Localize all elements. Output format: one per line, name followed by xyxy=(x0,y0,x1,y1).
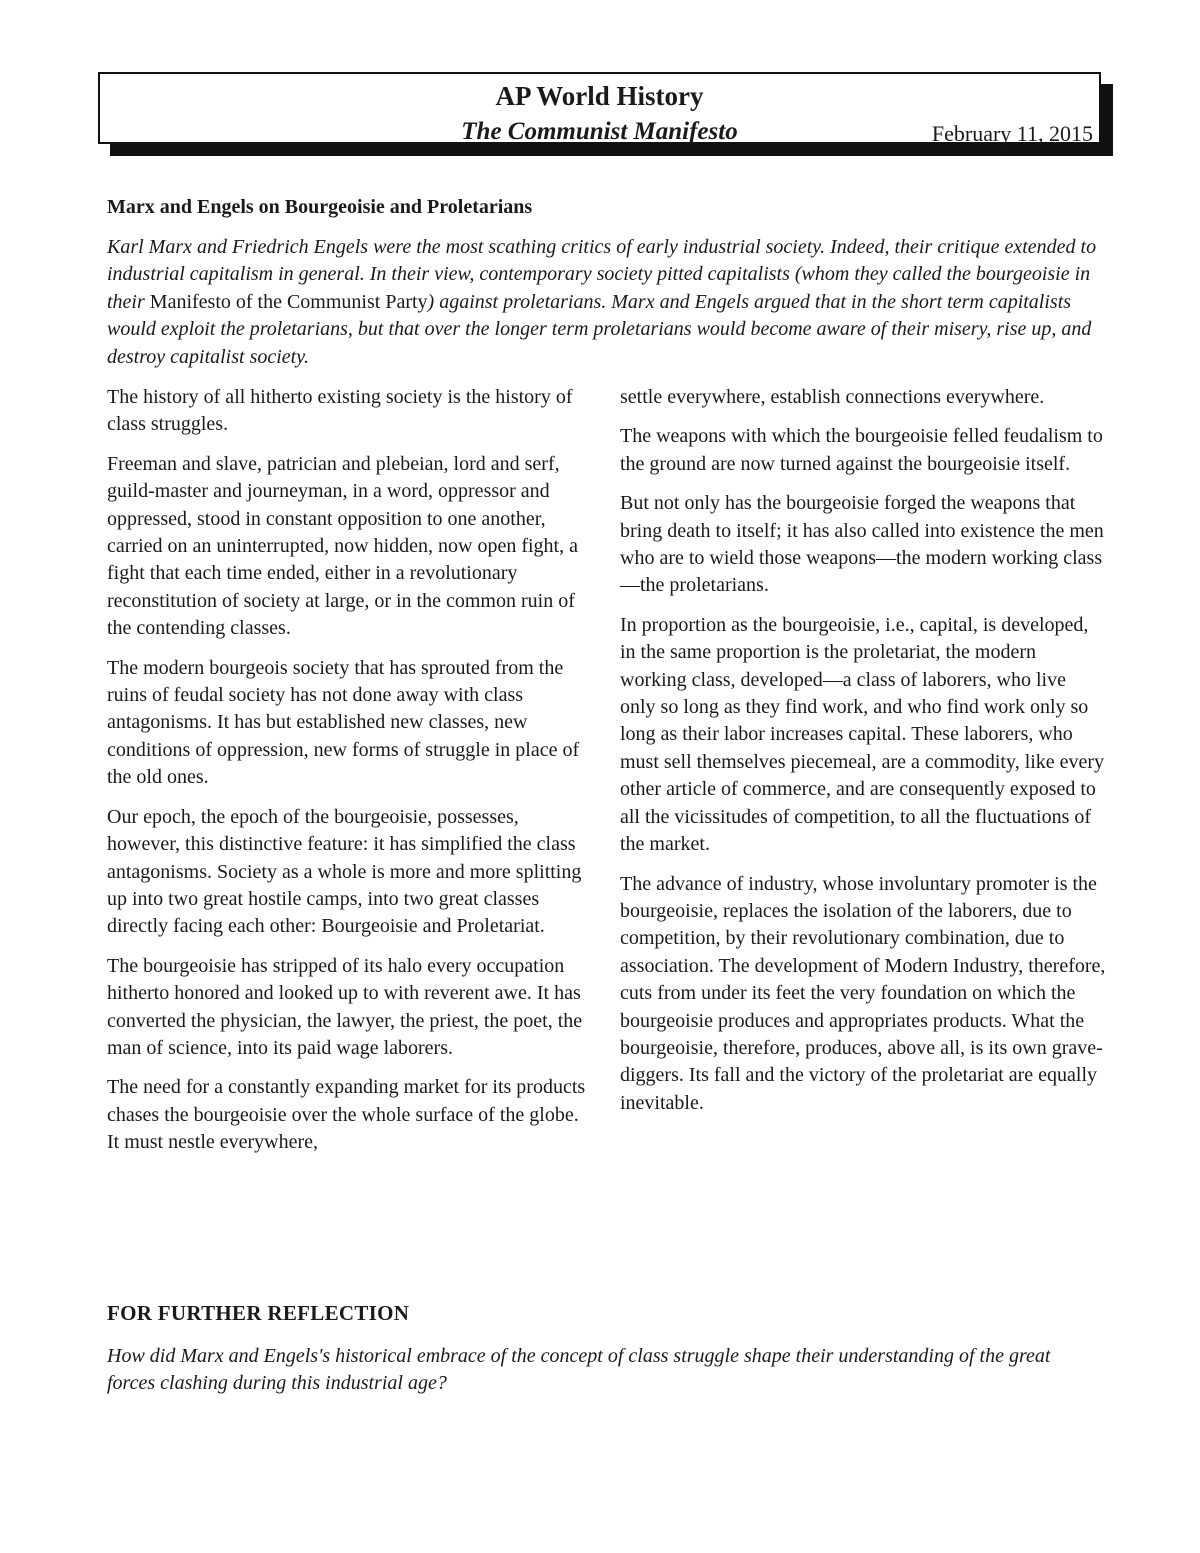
left-paragraph-4: Our epoch, the epoch of the bourgeoisie, possesses, however, this distinctive feature: it has simplified the class antagonisms. Society as a whole is more and more splitting up into two great hostile camps, into two great classes directly facing each other: Bourgeoisie and Proletariat. xyxy=(107,805,582,938)
right-paragraph-4: In proportion as the bourgeoisie, i.e., capital, is developed, in the same proportion is the proletariat, the modern working class, developed—a class of laborers, who live only so long as they find work, and who find work only so long as their labor increases capital. These laborers, who must sell themselves piecemeal, are a commodity, like every other article of commerce, and are consequently exposed to all the vicissitudes of competition, to all the fluctuations of the market. xyxy=(620,613,1105,856)
document-header xyxy=(98,72,1101,144)
document-date: February 11, 2015 xyxy=(931,121,1093,146)
intro-text-1: Karl Marx and Friedrich Engels were the most scathing critics of early industrial society. Indeed, their critique extended to industrial capitalism in general. In their view, contemporary society pitted capitalists (whom they called the bourgeoisie in their xyxy=(107,236,1097,313)
intro-work-title: Manifesto of the Communist Party xyxy=(149,290,428,313)
right-column xyxy=(620,384,1106,1129)
right-paragraph-5: The advance of industry, whose involuntary promoter is the bourgeoisie, replaces the isolation of the laborers, due to competition, by their revolutionary combination, due to association. The development of Modern Industry, therefore, cuts from under its feet the very foundation on which the bourgeoisie produces and appropriates products. What the bourgeoisie, therefore, produces, above all, is its own grave-diggers. Its fall and the victory of the proletariat are equally inevitable. xyxy=(620,872,1106,1114)
right-paragraph-1: settle everywhere, establish connections everywhere. xyxy=(620,386,1045,408)
left-column xyxy=(107,384,593,1169)
intro-text-2: ) against proletarians. Marx and Engels argued that in the short term capitalists would exploit the proletarians, but that over the longer term proletarians would become aware of their misery, rise up, and destroy capitalist society. xyxy=(107,290,1092,368)
right-paragraph-2: The weapons with which the bourgeoisie felled feudalism to the ground are now turned against the bourgeoisie itself. xyxy=(620,425,1103,475)
section-heading: Marx and Engels on Bourgeoisie and Proletarians xyxy=(107,196,533,218)
intro-paragraph xyxy=(107,234,1097,371)
left-paragraph-1: The history of all hitherto existing society is the history of class struggles. xyxy=(107,386,573,436)
reflection-heading: FOR FURTHER REFLECTION xyxy=(107,1301,410,1325)
document-title: The Communist Manifesto xyxy=(461,118,738,145)
right-paragraph-3: But not only has the bourgeoisie forged the weapons that bring death to itself; it has also called into existence the men who are to wield those weapons—the modern working class—the proletarians. xyxy=(620,492,1104,597)
left-paragraph-6: The need for a constantly expanding market for its products chases the bourgeoisie over the whole surface of the globe. It must nestle everywhere, xyxy=(107,1076,586,1154)
left-paragraph-3: The modern bourgeois society that has sprouted from the ruins of feudal society has not done away with class antagonisms. It has but established new classes, new conditions of oppression, new forms of struggle in place of the old ones. xyxy=(107,656,580,789)
course-title: AP World History xyxy=(495,81,704,111)
left-paragraph-2: Freeman and slave, patrician and plebeian, lord and serf, guild-master and journeyman, in a word, oppressor and oppressed, stood in constant opposition to one another, carried on an uninterrupted, now hidden, now open fight, a fight that each time ended, either in a revolutionary reconstitution of society at large, or in the common ruin of the contending classes. xyxy=(107,452,578,640)
left-paragraph-5: The bourgeoisie has stripped of its halo every occupation hitherto honored and looked up to with reverent awe. It has converted the physician, the lawyer, the priest, the poet, the man of science, into its paid wage laborers. xyxy=(107,954,583,1059)
reflection-question: How did Marx and Engels's historical embrace of the concept of class struggle shape their understanding of the great forces clashing during this industrial age? xyxy=(107,1345,1051,1395)
